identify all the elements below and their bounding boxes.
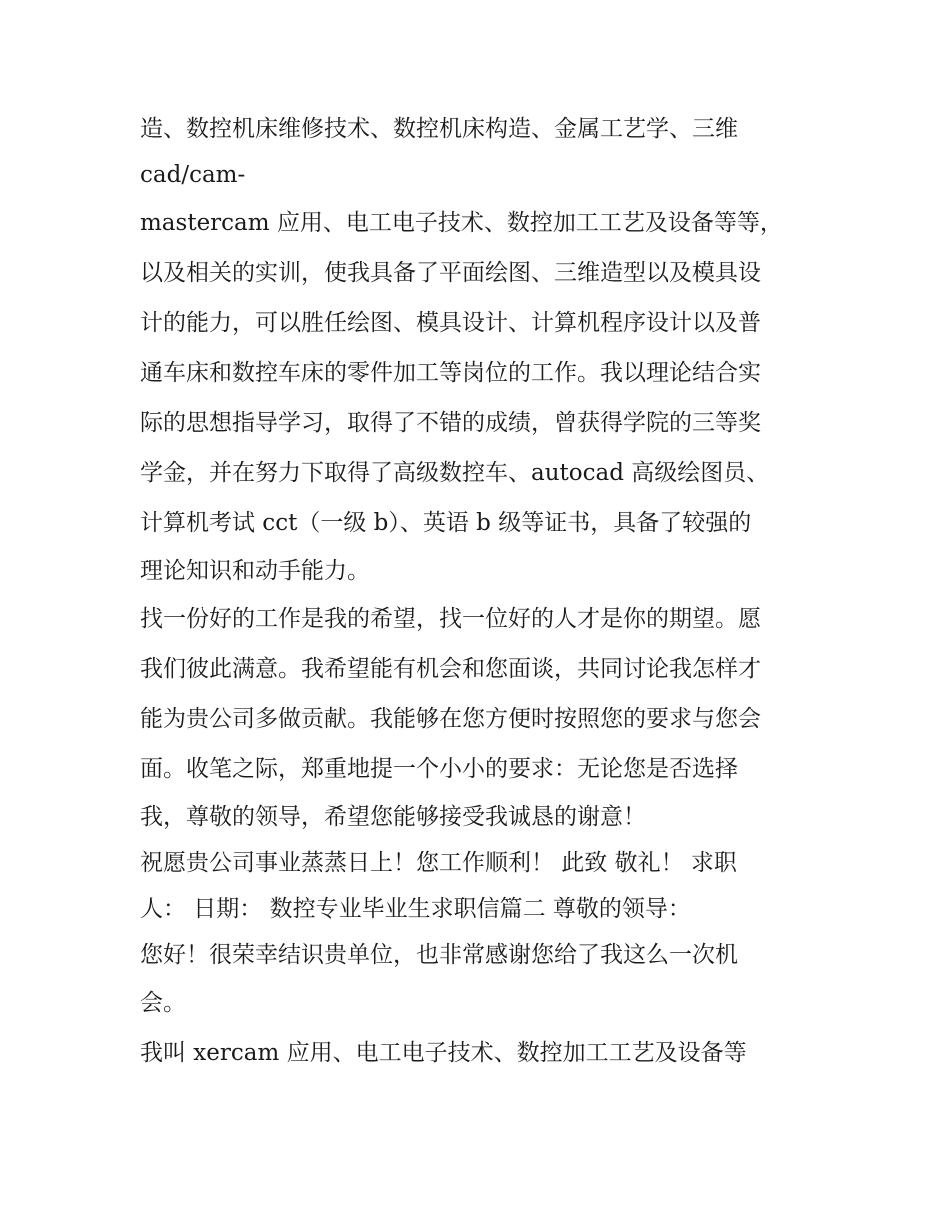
text-line: 我们彼此满意。我希望能有机会和您面谈，共同讨论我怎样才 [140, 656, 761, 682]
text-line: 面。收笔之际，郑重地提一个小小的要求：无论您是否选择 [140, 756, 738, 782]
paragraph-2 [140, 198, 820, 594]
paragraph-6 [140, 1028, 820, 1078]
paragraph-3 [140, 594, 820, 840]
text-line: mastercam 应用、电工电子技术、数控加工工艺及设备等等， [140, 210, 783, 236]
text-line: 我叫 xercam 应用、电工电子技术、数控加工工艺及设备等 [140, 1040, 747, 1066]
text-line: 以及相关的实训，使我具备了平面绘图、三维造型以及模具设 [140, 260, 761, 286]
text-line: 学金，并在努力下取得了高级数控车、autocad 高级绘图员、 [140, 460, 770, 486]
text-line: 祝愿贵公司事业蒸蒸日上！您工作顺利！ 此致 敬礼！ 求职 [140, 850, 737, 876]
text-line: 造、数控机床维修技术、数控机床构造、金属工艺学、三维 [140, 116, 738, 142]
text-line: 会。 [140, 990, 186, 1016]
document-body [140, 106, 820, 1078]
paragraph-4 [140, 840, 820, 932]
text-line: 计的能力，可以胜任绘图、模具设计、计算机程序设计以及普 [140, 310, 761, 336]
text-line: 理论知识和动手能力。 [140, 558, 370, 584]
text-line: 通车床和数控车床的零件加工等岗位的工作。我以理论结合实 [140, 360, 761, 386]
text-line: 际的思想指导学习，取得了不错的成绩，曾获得学院的三等奖 [140, 410, 761, 436]
text-line: 计算机考试 cct（一级 b）、英语 b 级等证书，具备了较强的 [140, 510, 752, 536]
text-line: cad/cam- [140, 162, 246, 188]
text-line: 能为贵公司多做贡献。我能够在您方便时按照您的要求与您会 [140, 706, 761, 732]
text-line: 人： 日期： 数控专业毕业生求职信篇二 尊敬的领导： [140, 896, 691, 922]
text-line: 我，尊敬的领导，希望您能够接受我诚恳的谢意！ [140, 804, 646, 830]
paragraph-1 [140, 106, 820, 198]
text-line: 找一份好的工作是我的希望，找一位好的人才是你的期望。愿 [140, 606, 761, 632]
paragraph-5 [140, 932, 820, 1028]
text-line: 您好！很荣幸结识贵单位，也非常感谢您给了我这么一次机 [140, 942, 738, 968]
